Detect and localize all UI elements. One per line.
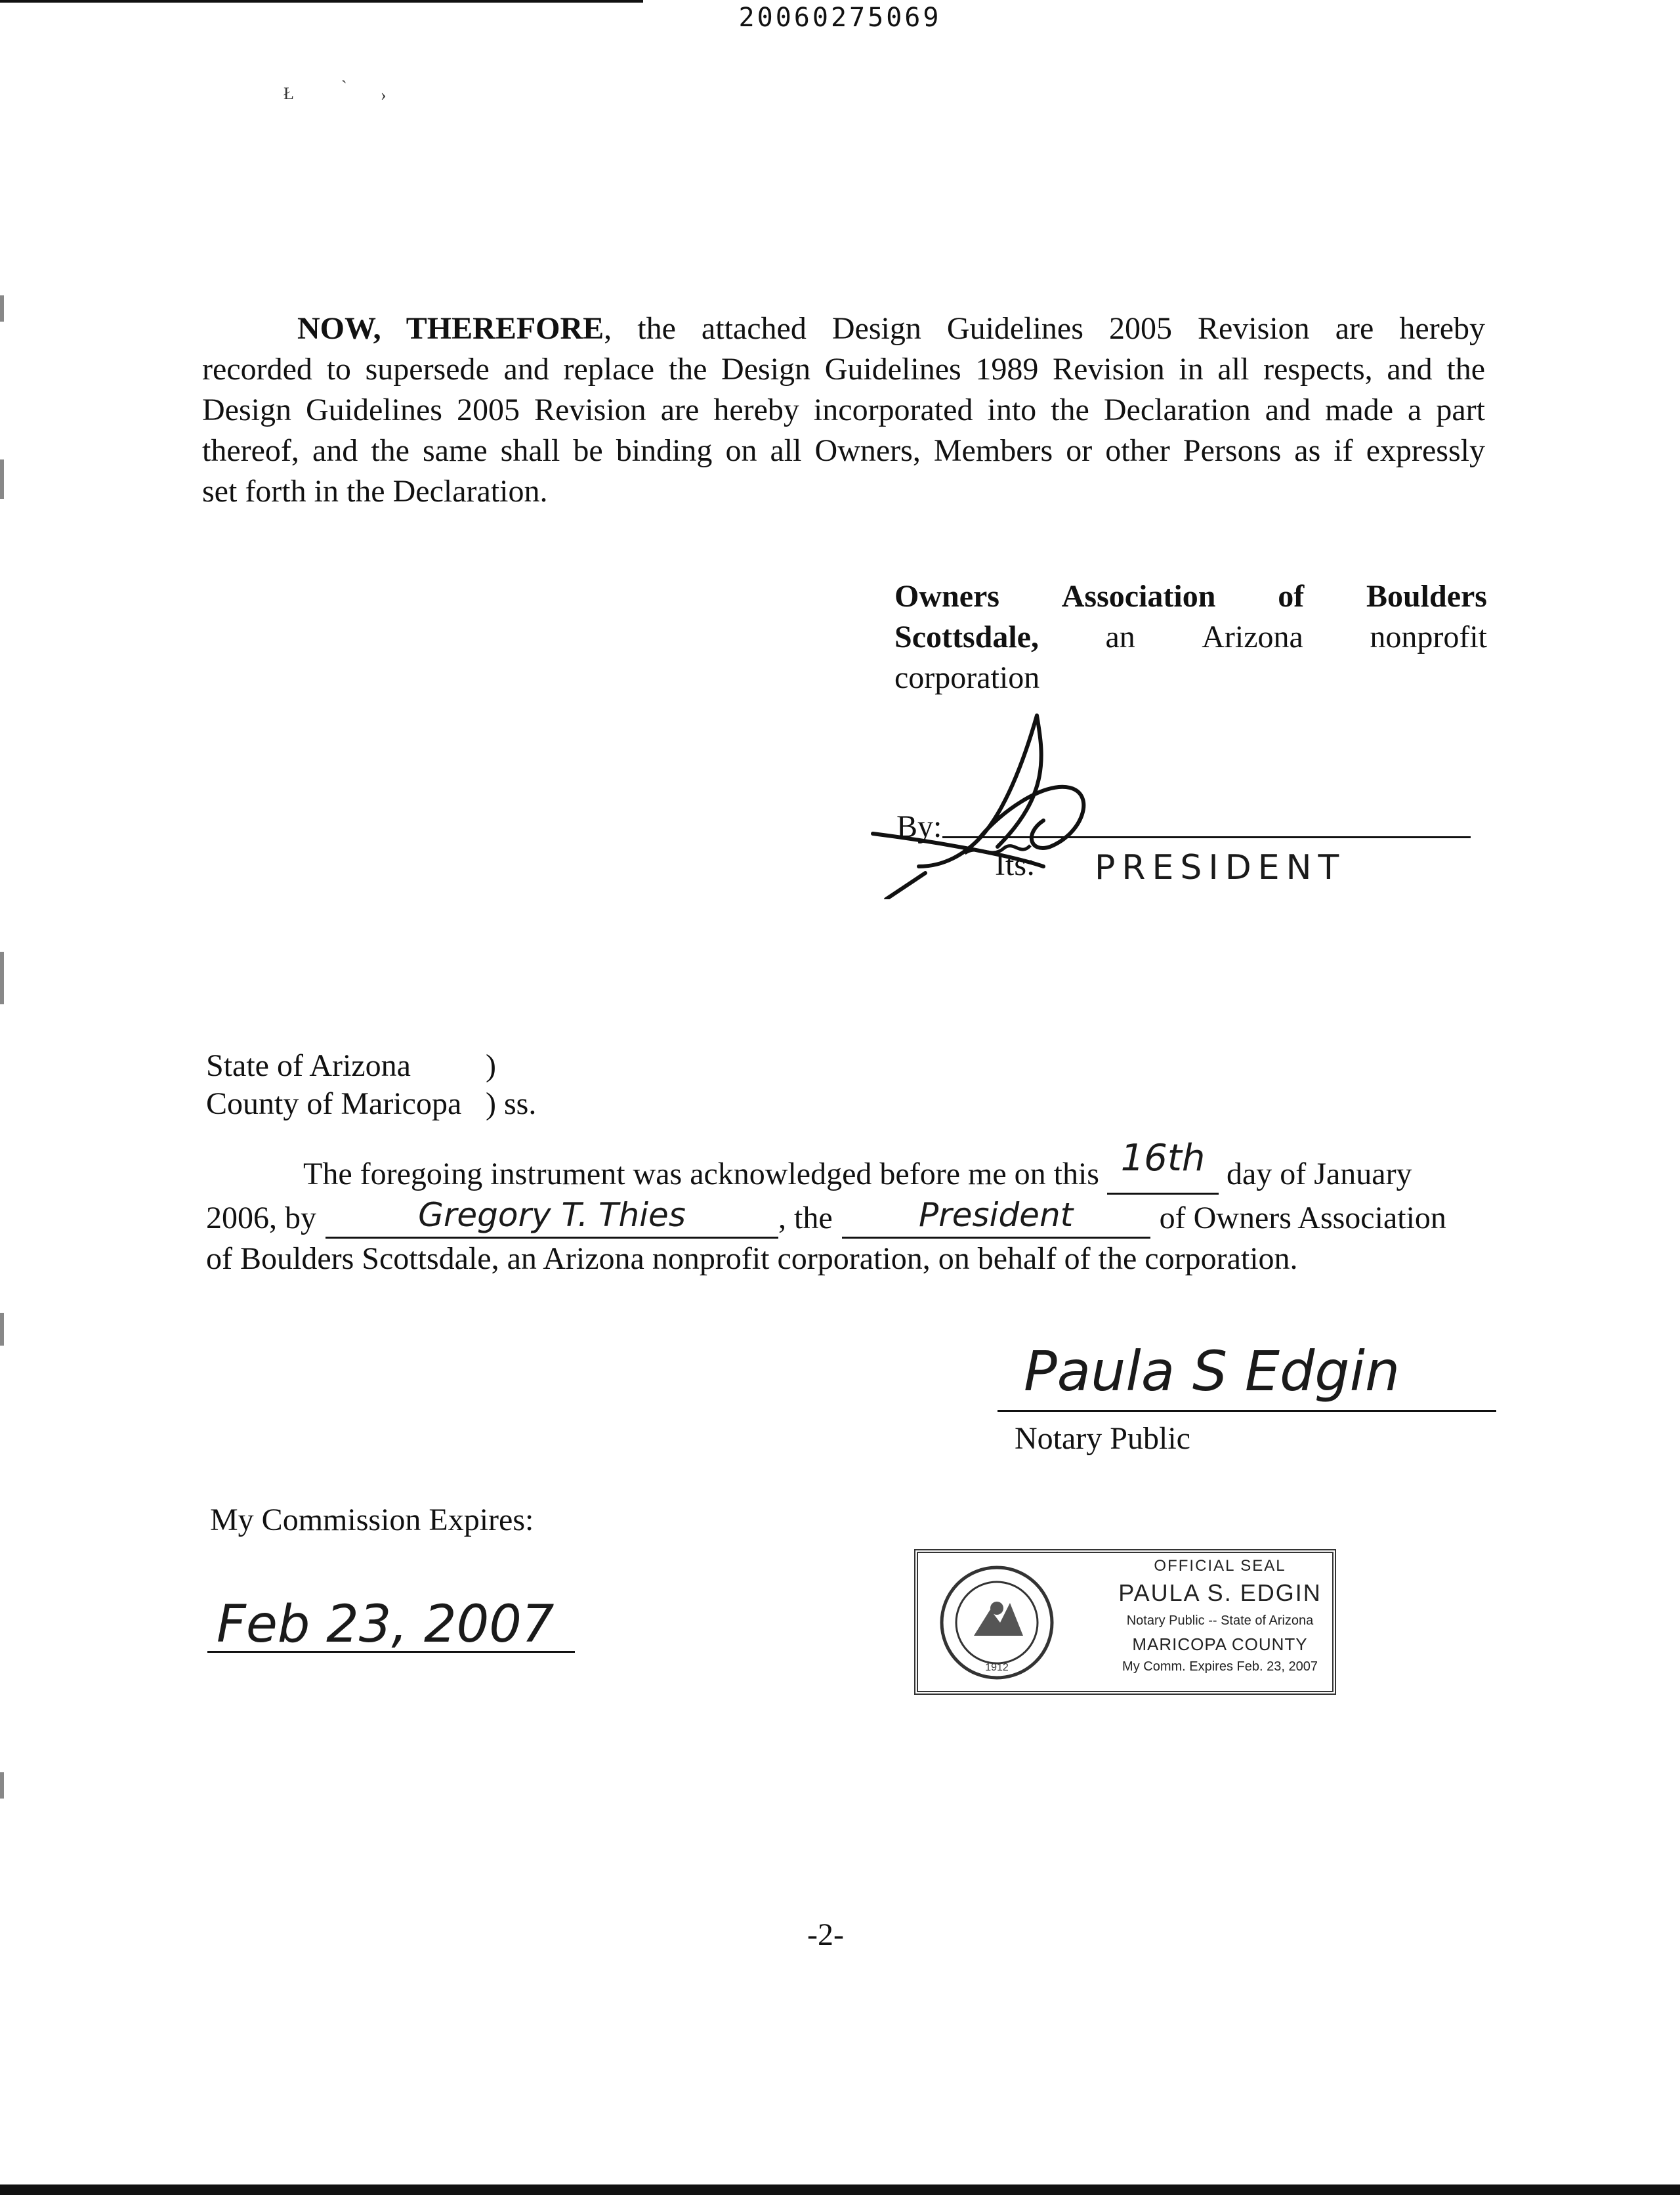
by-signature-line <box>942 836 1471 838</box>
its-label: Its: <box>995 847 1036 882</box>
page-number: -2- <box>807 1917 844 1952</box>
scan-mark: › <box>381 85 387 104</box>
notary-signature-line <box>998 1410 1496 1412</box>
by-label: By: <box>896 809 942 844</box>
notary-signature: Paula S Edgin <box>1024 1339 1400 1403</box>
venue-ss: ) ss. <box>486 1086 537 1121</box>
commission-date-handwritten: Feb 23, 2007 <box>217 1595 555 1654</box>
seal-name: PAULA S. EDGIN <box>1118 1579 1322 1606</box>
entity-word: an <box>1105 620 1135 654</box>
entity-word: corporation <box>894 660 1040 695</box>
day-value-handwritten: 16th <box>1120 1137 1206 1180</box>
name-value-handwritten: Gregory T. Thies <box>418 1196 686 1234</box>
paragraph-line: set forth in the Declaration. <box>202 474 548 509</box>
ack-text: The foregoing instrument was acknowledged before me on this <box>303 1157 1099 1191</box>
entity-name <box>894 576 1487 698</box>
entity-word: Scottsdale, <box>894 620 1039 654</box>
bottom-rule <box>0 2184 1680 2195</box>
scan-edge-mark <box>0 952 4 1004</box>
scan-edge-mark <box>0 1313 4 1346</box>
seal-expiration: My Comm. Expires Feb. 23, 2007 <box>1122 1659 1318 1674</box>
scan-edge-mark <box>0 1772 4 1799</box>
entity-word: Owners <box>894 579 999 614</box>
title-field <box>842 1195 1150 1239</box>
venue-bracket: ) <box>486 1048 496 1083</box>
notary-public-label: Notary Public <box>1015 1421 1190 1456</box>
ack-text: 2006, by <box>206 1201 316 1235</box>
paragraph-line: NOW, THEREFORE, the attached Design Guidelines 2005 Revision are hereby <box>297 311 1485 346</box>
title-value-handwritten: President <box>919 1196 1074 1234</box>
venue-state: State of Arizona <box>206 1048 411 1083</box>
entity-word: Boulders <box>1366 579 1487 614</box>
seal-heading: OFFICIAL SEAL <box>1154 1557 1286 1575</box>
scan-mark: Ł <box>284 84 294 103</box>
ack-text: day of January <box>1226 1157 1412 1191</box>
its-value-handwritten: PRESIDENT <box>1095 848 1346 887</box>
ack-text: of Owners Association <box>1159 1201 1446 1235</box>
scan-edge-mark <box>0 459 4 499</box>
resolution-paragraph <box>202 309 1485 512</box>
commission-date-line <box>207 1651 575 1653</box>
ack-text: of Boulders Scottsdale, an Arizona nonprofit corporation, on behalf of the corporation. <box>206 1241 1298 1276</box>
entity-word: Association <box>1061 579 1216 614</box>
venue-county: County of Maricopa <box>206 1086 462 1121</box>
name-field <box>326 1195 778 1239</box>
lead-phrase: NOW, THEREFORE <box>297 311 604 346</box>
entity-word: of <box>1278 579 1305 614</box>
recording-number: 20060275069 <box>738 3 942 33</box>
commission-label: My Commission Expires: <box>210 1502 534 1537</box>
ack-text: , the <box>778 1201 833 1235</box>
paragraph-line: Design Guidelines 2005 Revision are hereby incorporated into the Declaration and made a part <box>202 393 1485 427</box>
arizona-seal-emblem <box>938 1564 1056 1682</box>
entity-word: Arizona <box>1202 620 1303 654</box>
entity-word: nonprofit <box>1370 620 1487 654</box>
scan-mark: ` <box>341 77 347 96</box>
seal-year: 1912 <box>985 1662 1009 1673</box>
paragraph-line: recorded to supersede and replace the Design Guidelines 1989 Revision in all respects, and the <box>202 352 1485 387</box>
scan-edge-mark <box>0 295 4 322</box>
seal-county: MARICOPA COUNTY <box>1132 1634 1308 1654</box>
notary-seal-stamp <box>914 1549 1336 1695</box>
paragraph-line: thereof, and the same shall be binding on all Owners, Members or other Persons as if expressly <box>202 433 1485 468</box>
seal-jurisdiction: Notary Public -- State of Arizona <box>1126 1613 1314 1628</box>
acknowledgment-paragraph <box>206 1137 1492 1279</box>
day-field <box>1107 1137 1219 1195</box>
